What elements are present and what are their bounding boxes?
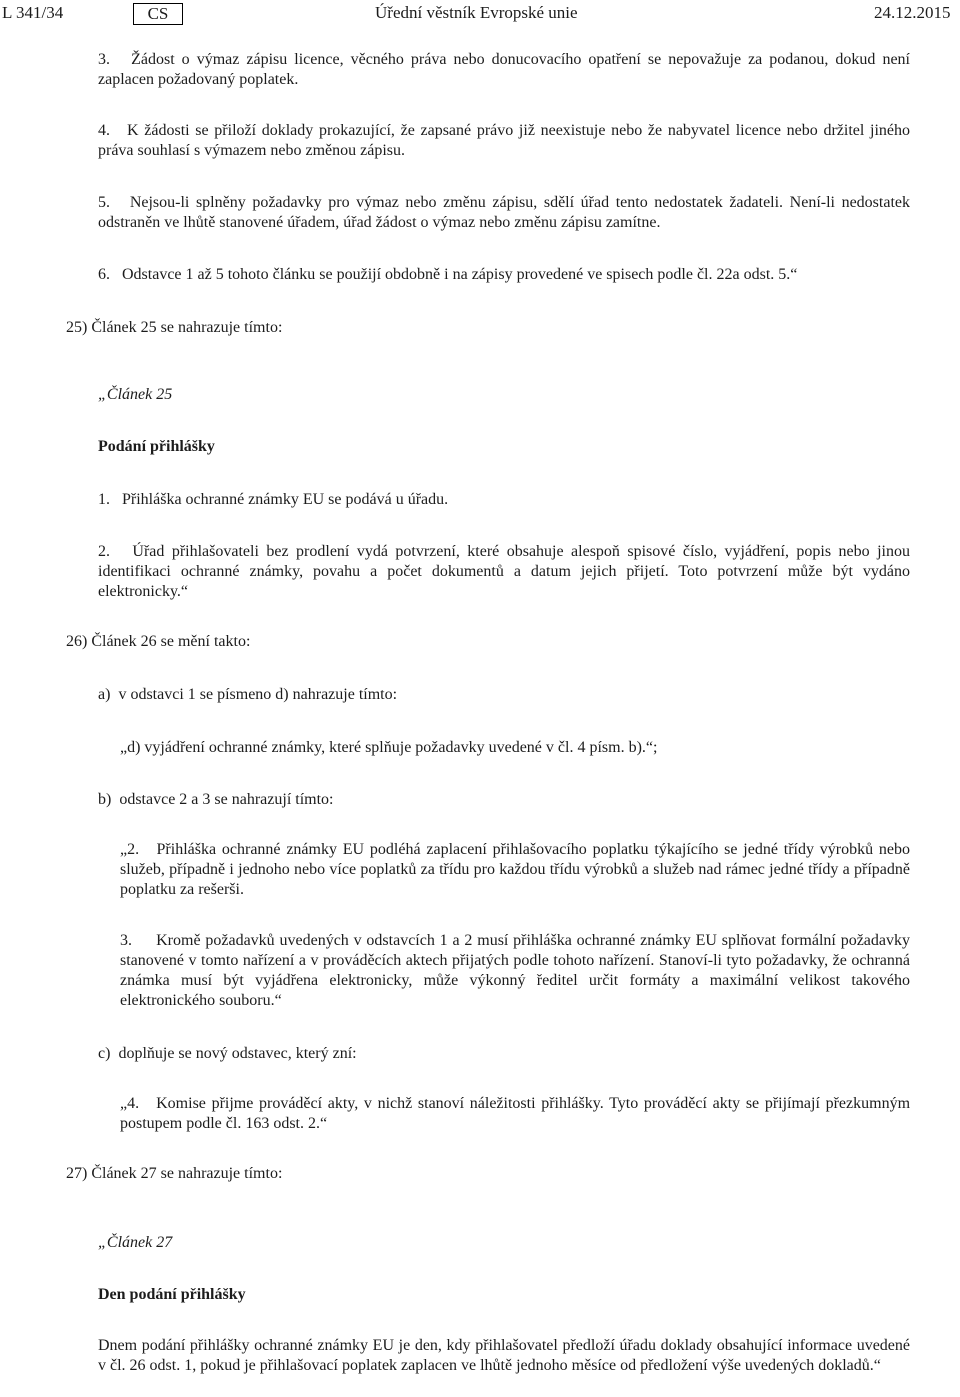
point-text: v odstavci 1 se písmeno d) nahrazuje tímto: [118,686,398,703]
paragraph-3 [98,50,910,90]
journal-reference: L 341/34 [2,3,64,22]
point-text: odstavce 2 a 3 se nahrazují tímto: [119,791,334,808]
amendment-point-b [98,790,910,810]
item-text: Článek 26 se mění takto: [91,633,251,650]
paragraph-5 [98,193,910,233]
amendment-item-26 [66,632,910,652]
paragraph-text: Přihláška ochranné známky EU podléhá zaplacení přihlašovacího poplatku týkajícího se jedné třídy výrobků nebo služeb, případně i jednoho nebo více poplatků za třídu pro každou třídu výrobků a služeb nad rámec jedné třídy a případně poplatku za rešerši. [120,841,911,898]
amendment-item-27 [66,1164,910,1184]
paragraph-number: 2. [98,543,110,560]
article-27-text: Dnem podání přihlášky ochranné známky EU je den, kdy přihlašovatel předloží úřadu doklady obsahující informace uvedené v čl. 26 odst. 1, pokud je přihlašovací poplatek zaplacen ve lhůtě jednoho měsíce od předložení výše uvedených dokladů.“ [98,1337,910,1374]
paragraph-text: K žádosti se přiloží doklady prokazující, že zapsané právo již neexistuje nebo že nabyvatel licence nebo držitel jiného práva souhlasí s výmazem nebo změnou zápisu. [98,122,910,159]
paragraph-text: Žádost o výmaz zápisu licence, věcného práva nebo donucovacího opatření se nepovažuje za podanou, dokud není zaplacen požadovaný poplatek. [98,51,911,88]
paragraph-number: 4. [98,122,110,139]
article-25-title: Podání přihlášky [98,438,215,455]
journal-title: Úřední věstník Evropské unie [375,3,578,22]
point-b-paragraph-3 [120,931,910,1011]
paragraph-number: 3. [98,51,110,68]
paragraph-text: Kromě požadavků uvedených v odstavcích 1 a 2 musí přihláška ochranné známky EU splňovat formální požadavky stanovené v tomto nařízení a v prováděcích aktech přijatých podle tohoto nařízení. Stanoví-li tyto požadavky, že ochranná známka musí být vyjádřena elektronicky, může výkonný ředitel určit formáty a maximální velikost takového elektronického souboru.“ [120,932,910,1009]
point-letter: b) [98,791,112,808]
point-text: doplňuje se nový odstavec, který zní: [118,1045,357,1062]
amendment-point-a [98,685,910,705]
article-27-title: Den podání přihlášky [98,1286,246,1303]
language-badge: CS [133,3,183,25]
item-text: Článek 25 se nahrazuje tímto: [91,319,283,336]
paragraph-number: „4. [120,1095,140,1112]
point-letter: a) [98,686,111,703]
paragraph-text: Úřad přihlašovateli bez prodlení vydá potvrzení, které obsahuje alespoň spisové číslo, vyjádření, popis nebo jinou identifikaci ochranné známky, povahu a počet dokumentů a datum jejich přijetí. Toto potvrzení může být vydáno elektronicky.“ [98,543,910,600]
paragraph-text: Přihláška ochranné známky EU se podává u úřadu. [122,491,449,508]
page-header [0,3,960,25]
point-b-paragraph-2 [120,840,910,900]
paragraph-number: 3. [120,932,132,949]
paragraph-text: Nejsou-li splněny požadavky pro výmaz nebo změnu zápisu, sdělí úřad tento nedostatek žadateli. Není-li nedostatek odstraněn ve lhůtě stanovené úřadem, úřad žádost o výmaz nebo změnu zápisu zamítne. [98,194,911,231]
paragraph-text: Komise přijme prováděcí akty, v nichž stanoví náležitosti přihlášky. Tyto prováděcí akty se přijímají přezkumným postupem podle čl. 163 odst. 2.“ [120,1095,911,1132]
paragraph-text: Odstavce 1 až 5 tohoto článku se použijí obdobně i na zápisy provedené ve spisech podle čl. 22a odst. 5.“ [122,266,798,283]
point-c-paragraph-4 [120,1094,910,1134]
paragraph-number: 5. [98,194,110,211]
paragraph-number: 6. [98,266,110,283]
article-27-heading: „Článek 27 [98,1234,173,1251]
item-number: 27) [66,1165,88,1182]
point-a-quote: „d) vyjádření ochranné známky, které splňuje požadavky uvedené v čl. 4 písm. b).“; [120,739,658,756]
item-number: 25) [66,319,88,336]
paragraph-6 [98,265,910,285]
paragraph-4 [98,121,910,161]
article-25-paragraph-2 [98,542,910,602]
amendment-item-25 [66,318,910,338]
paragraph-number: „2. [120,841,140,858]
item-number: 26) [66,633,88,650]
point-letter: c) [98,1045,111,1062]
item-text: Článek 27 se nahrazuje tímto: [91,1165,283,1182]
amendment-point-c [98,1044,910,1064]
article-25-heading: „Článek 25 [98,386,173,403]
publication-date: 24.12.2015 [874,3,951,22]
paragraph-number: 1. [98,491,110,508]
article-25-paragraph-1 [98,490,910,510]
